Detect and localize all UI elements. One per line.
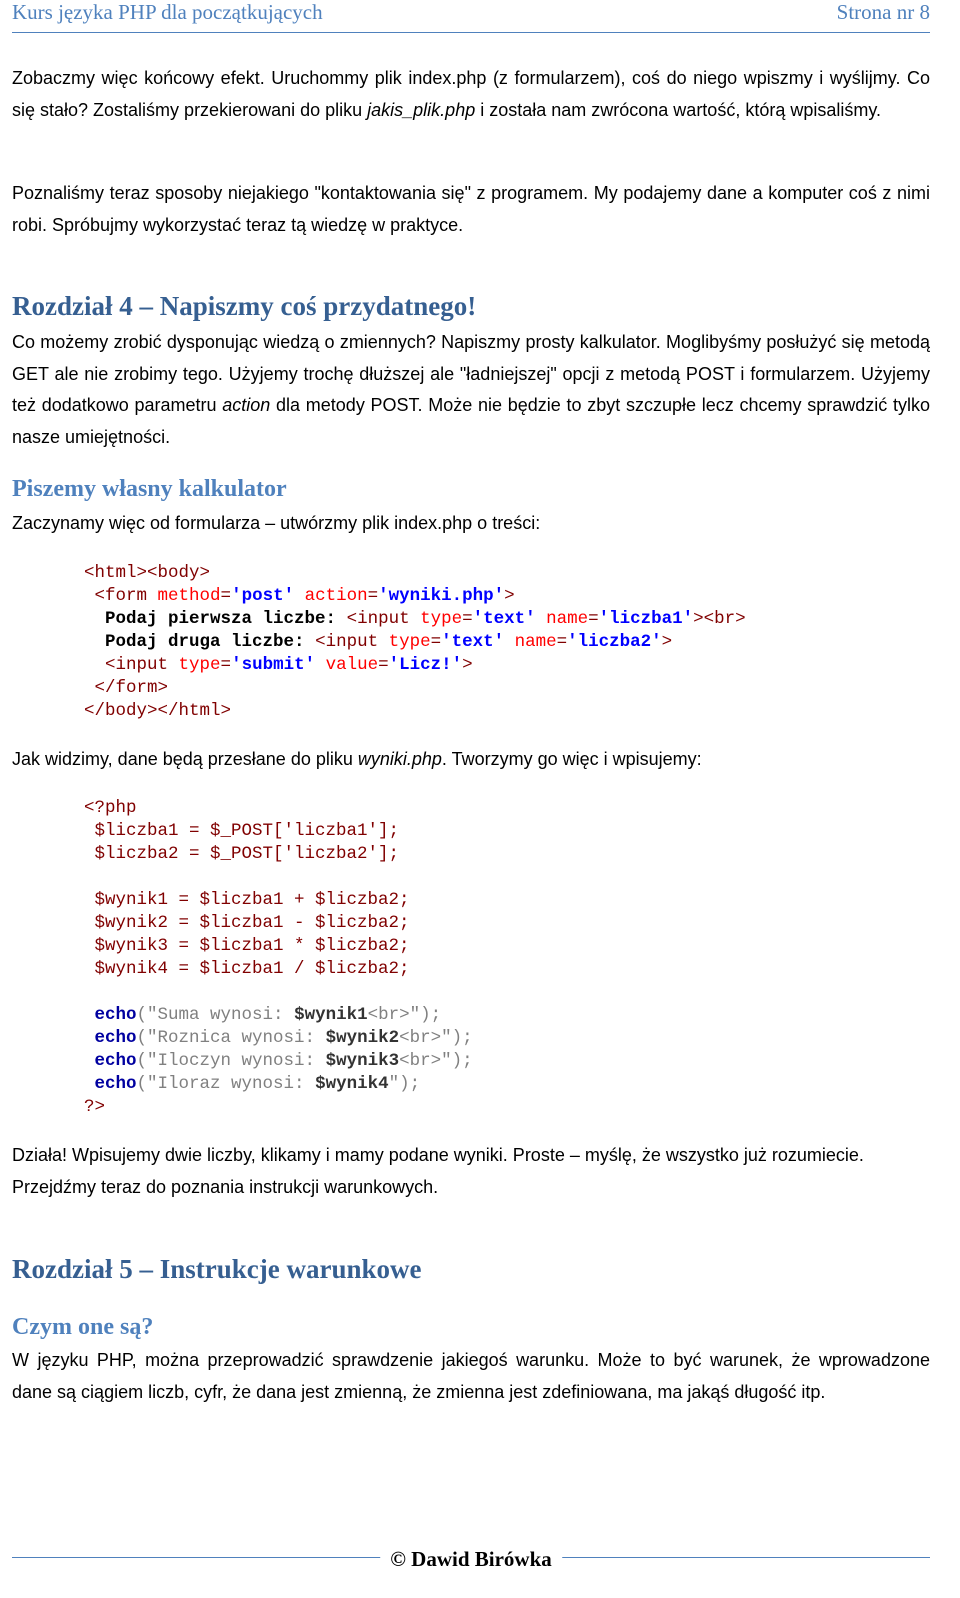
text-run: dla metody POST. Może nie będzie to zbyt szczupłe lecz chcemy sprawdzić tylko nasze umiejętności. <box>12 395 930 447</box>
paragraph-wyniki-intro <box>12 744 930 776</box>
chapter-4-heading: Rozdział 4 – Napiszmy coś przydatnego! <box>12 291 477 321</box>
footer-author: © Dawid Birówka <box>380 1547 562 1572</box>
section-calculator-heading: Piszemy własny kalkulator <box>12 476 287 502</box>
code-block-php: <?php $liczba1 = $_POST['liczba1']; $liczba2 = $_POST['liczba2']; $wynik1 = $liczba1 + $liczba2; $wynik2 = $liczba1 - $liczba2; $wynik3 = $liczba1 * $liczba2; $wynik4 = $liczba1 / $liczba2; echo("Suma wynosi: $wynik1<br>"); echo("Roznica wynosi: $wynik2<br>"); echo("Iloczyn wynosi: $wynik3<br>"); echo("Iloraz wynosi: $wynik4"); ?> <box>84 798 473 1117</box>
text-run: Zobaczmy więc końcowy efekt. Uruchommy plik index.php (z formularzem), coś do niego wpiszmy i wyślijmy. Co się stało? Zostaliśmy przekierowani do pliku <box>12 68 930 120</box>
page-header <box>12 0 930 33</box>
paragraph-form-start: Zaczynamy więc od formularza – utwórzmy plik index.php o treści: <box>12 513 541 533</box>
page-footer <box>12 1548 930 1578</box>
paragraph-final-effect <box>12 63 930 126</box>
chapter-5-heading: Rozdział 5 – Instrukcje warunkowe <box>12 1254 422 1284</box>
text-run: Co możemy zrobić dysponując wiedzą o zmiennych? Napiszmy prosty kalkulator. Moglibyśmy posłużyć się metodą GET ale nie zrobimy tego. Użyjemy trochę dłuższej ale "ładniejszej" opcji z metodą POST i formularzem. Użyjemy też dodatkowo parametru <box>12 332 930 415</box>
document-title: Kurs języka PHP dla początkujących <box>12 0 323 24</box>
paragraph-it-works: Działa! Wpisujemy dwie liczby, klikamy i mamy podane wyniki. Proste – myślę, że wszystko już rozumiecie. Przejdźmy teraz do poznania instrukcji warunkowych. <box>12 1145 864 1197</box>
code-block-html-form: <html><body> <form method='post' action='wyniki.php'> Podaj pierwsza liczbe: <input type='text' name='liczba1'><br> Podaj druga liczbe: <input type='text' name='liczba2'> <input type='submit' value='Licz!'> </form> </body></html> <box>84 563 746 721</box>
filename-italic: wyniki.php <box>357 749 442 769</box>
text-run: . Tworzymy go więc i wpisujemy: <box>441 749 702 769</box>
section-what-are-they-heading: Czym one są? <box>12 1314 154 1340</box>
filename-italic: jakis_plik.php <box>367 99 476 120</box>
text-run: i została nam zwrócona wartość, którą wpisaliśmy. <box>475 99 882 120</box>
paragraph-contact: Poznaliśmy teraz sposoby niejakiego "kontaktowania się" z programem. My podajemy dane a komputer coś z nimi robi. Spróbujmy wykorzystać teraz tą wiedzę w praktyce. <box>12 183 930 235</box>
param-italic: action <box>222 395 271 415</box>
paragraph-calculator-intro <box>12 327 930 453</box>
paragraph-conditions: W języku PHP, można przeprowadzić sprawdzenie jakiegoś warunku. Może to być warunek, że wprowadzone dane są ciągiem liczb, cyfr, że dana jest zmienną, że zmienna jest zdefiniowana, ma jakąś długość itp. <box>12 1350 930 1402</box>
page-number: Strona nr 8 <box>836 0 930 24</box>
text-run: Jak widzimy, dane będą przesłane do pliku <box>12 749 358 769</box>
